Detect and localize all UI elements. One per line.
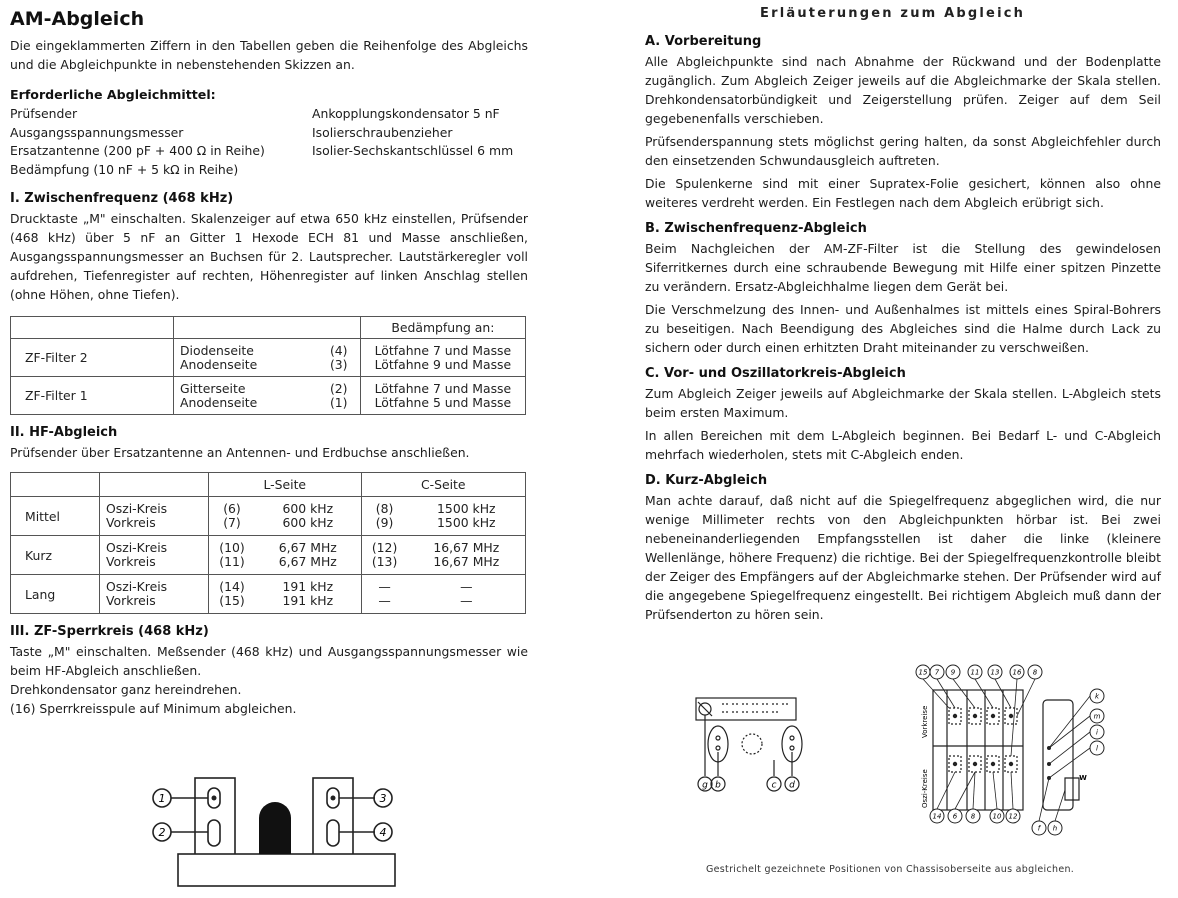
coil-label: 13 [990, 668, 1000, 677]
section-heading: D. Kurz-Abgleich [645, 473, 768, 488]
table-row: Mittel Oszi-Kreis Vorkreis (6) (7) 600 kHz 600 kHz (8) (9) 1500 kHz 1500 kHz [11, 497, 526, 536]
means-item: Isolierschraubenzieher [312, 124, 453, 140]
coil-label: W [1079, 774, 1087, 782]
section-para: Alle Abgleichpunkte sind nach Abnahme der Rückwand und der Bodenplatte zugänglich. Zum Abgleich Zeiger jeweils auf die Abgleichmarke der Skala stellen. Drehkondensatorbündigkeit und Zeigerstellung prüfen. Zeiger auf dem Seil gegebenenfalls verschieben. [645, 54, 1161, 126]
vertical-label: Vorkreise [921, 705, 929, 738]
means-heading: Erforderliche Abgleichmittel: [10, 87, 216, 102]
means-item: Isolier-Sechskantschlüssel 6 mm [312, 143, 514, 158]
table-row: ZF-Filter 2 Diodenseite Anodenseite (4) (3) Lötfahne 7 und Masse Lötfahne 9 und Masse [11, 339, 526, 377]
sperrkreis-line: Drehkondensator ganz hereindrehen. [10, 682, 242, 697]
intro-text: Die eingeklammerten Ziffern in den Tabellen geben die Reihenfolge des Abgleichs und die Abgleichpunkte in nebenstehenden Skizzen an. [10, 38, 528, 72]
means-item: Bedämpfung (10 nF + 5 kΩ in Reihe) [10, 161, 239, 177]
coil-label: 9 [950, 668, 956, 677]
section-heading: B. Zwischenfrequenz-Abgleich [645, 221, 867, 236]
means-item: Ersatzantenne (200 pF + 400 Ω in Reihe) [10, 143, 265, 158]
section-para: Beim Nachgleichen der AM-ZF-Filter ist die Stellung des gewindelosen Siferritkernes durch eine schraubende Bewegung mit Hilfe einer spitzen Pinzette zu verändern. Ersatz-Abgleichhalme liegen dem Gerät bei. [645, 241, 1161, 294]
coil-label: 10 [992, 812, 1002, 821]
coil-label: 16 [1012, 668, 1022, 677]
diagram-label: 4 [379, 826, 387, 839]
zf-table [10, 316, 526, 415]
coil-label: 8 [970, 812, 976, 821]
means-item [312, 161, 532, 180]
means-item: Ausgangsspannungsmesser [10, 124, 184, 140]
coil-label: k [1094, 692, 1100, 701]
diagram-label: 1 [158, 792, 166, 805]
section-heading: C. Vor- und Oszillatorkreis-Abgleich [645, 366, 906, 381]
coil-label: 15 [918, 668, 928, 677]
sperrkreis-line: Taste „M" einschalten. Meßsender (468 kHz) und Ausgangsspannungsmesser wie beim HF-Abgleich anschließen. [10, 644, 528, 678]
means-item: Prüfsender [10, 106, 78, 121]
zf-filter-diagram [145, 770, 405, 890]
hf-table [10, 472, 526, 614]
right-column [645, 34, 1161, 624]
diagram-label: d [789, 780, 795, 791]
coil-label: f [1037, 824, 1041, 833]
section-heading: A. Vorbereitung [645, 34, 762, 49]
sperrkreis-heading: III. ZF-Sperrkreis (468 kHz) [10, 624, 209, 639]
l-side-header: L-Seite [209, 473, 362, 497]
zf-table-header: Bedämpfung an: [360, 317, 525, 339]
zf-text: Drucktaste „M" einschalten. Skalenzeiger auf etwa 650 kHz einstellen, Prüfsender (468 kHz) über 5 nF an Gitter 1 Hexode ECH 81 und Masse anschließen, Ausgangsspannungsmesser an Buchsen für 2. Lautsprecher. Lautstärkeregler voll aufdrehen, Tiefenregister auf rechten, Höhenregister auf linken Anschlag stellen (ohne Höhen, ohne Tiefen). [10, 211, 528, 302]
vertical-label: Oszi-Kreise [921, 769, 929, 808]
coil-label: 11 [970, 668, 980, 677]
right-title: Erläuterungen zum Abgleich [760, 6, 1026, 21]
zf-heading: I. Zwischenfrequenz (468 kHz) [10, 191, 234, 206]
left-column [10, 0, 528, 718]
coil-label: l [1096, 744, 1098, 753]
diagram-label: c [771, 780, 777, 791]
sperrkreis-line: (16) Sperrkreisspule auf Minimum abgleichen. [10, 701, 297, 716]
diagram-caption: Gestrichelt gezeichnete Positionen von Chassisoberseite aus abgleichen. [706, 864, 1075, 875]
diagram-label: g [702, 780, 708, 791]
coil-label: 12 [1008, 812, 1018, 821]
section-para: Man achte darauf, daß nicht auf die Spiegelfrequenz abgeglichen wird, die nur wenige Millimeter rechts von den Abgleichpunkten hörbar ist. Bei zwei nebeneinanderliegenden Empfangsstellen ist daher die linke (kleinere Wellenlänge, höhere Frequenz) die richtige. Bei der Spiegelfrequenzkontrolle bleibt der Zeiger des Empfängers auf der Abgleichmarke stehen. Der Prüfsender wird auf die angegebene Spiegelfrequenz eingestellt. Bei richtigem Abgleich muß dann der Prüfsenderton zu hören sein. [645, 493, 1161, 622]
means-list [10, 105, 528, 179]
hf-text: Prüfsender über Ersatzantenne an Antennen- und Erdbuchse anschließen. [10, 445, 470, 460]
table-row: Kurz Oszi-Kreis Vorkreis (10) (11) 6,67 MHz 6,67 MHz (12) (13) 16,67 MHz 16,67 MHz [11, 536, 526, 575]
coil-label: 8 [1032, 668, 1038, 677]
section-para: In allen Bereichen mit dem L-Abgleich beginnen. Bei Bedarf L- und C-Abgleich mehrfach wiederholen, stets mit C-Abgleich enden. [645, 428, 1161, 462]
table-row: Lang Oszi-Kreis Vorkreis (14) (15) 191 kHz 191 kHz — — — — [11, 575, 526, 614]
section-para: Prüfsenderspannung stets möglichst gering halten, da sonst Abgleichfehler durch den einsetzenden Schwundausgleich auftreten. [645, 134, 1161, 168]
coil-label: m [1093, 712, 1101, 721]
coil-label: 7 [934, 668, 940, 677]
diagram-label: b [715, 780, 721, 791]
coil-label: 6 [952, 812, 958, 821]
dial-chassis-diagram [690, 690, 810, 800]
coil-label: 14 [932, 812, 942, 821]
diagram-label: 2 [158, 826, 166, 839]
table-row: ZF-Filter 1 Gitterseite Anodenseite (2) (1) Lötfahne 7 und Masse Lötfahne 5 und Masse [11, 377, 526, 415]
tube-icon [259, 802, 291, 854]
hf-heading: II. HF-Abgleich [10, 425, 118, 440]
means-item: Ankopplungskondensator 5 nF [312, 106, 500, 121]
diagram-label: 3 [379, 792, 387, 805]
c-side-header: C-Seite [361, 473, 525, 497]
coil-label: i [1096, 728, 1098, 737]
coil-label: h [1052, 824, 1058, 833]
section-para: Die Spulenkerne sind mit einer Supratex-Folie gesichert, können also ohne weiteres verdreht werden. Ein Festlegen nach dem Abgleich erübrigt sich. [645, 176, 1161, 210]
page-title: AM-Abgleich [10, 8, 145, 30]
coil-chassis-diagram [905, 660, 1105, 840]
section-para: Zum Abgleich Zeiger jeweils auf Abgleichmarke der Skala stellen. L-Abgleich stets beim ersten Maximum. [645, 386, 1161, 420]
section-para: Die Verschmelzung des Innen- und Außenhalmes ist mittels eines Spiral-Bohrers zu beseitigen. Nach Beendigung des Abgleiches sind die Halme durch Lack zu sichern oder durch einen erhitzten Draht miteinander zu verschweißen. [645, 302, 1161, 355]
